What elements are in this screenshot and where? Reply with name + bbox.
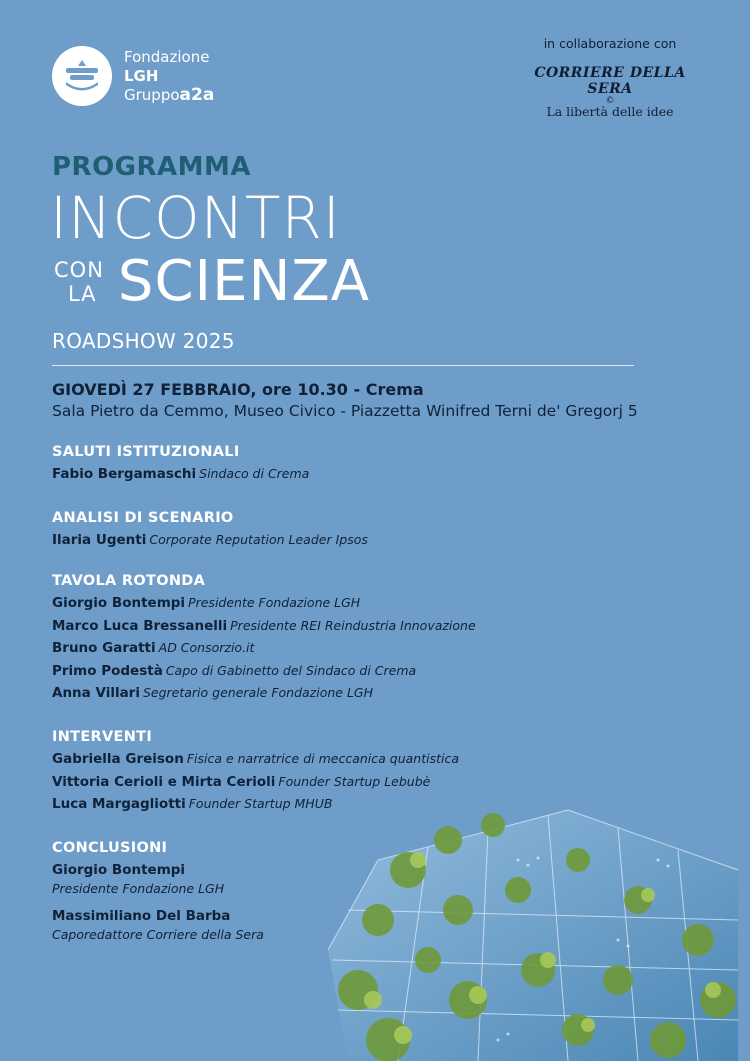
speaker-role: Capo di Gabinetto del Sindaco di Crema <box>165 662 417 678</box>
speaker-role: AD Consorzio.it <box>158 640 255 655</box>
list-item <box>52 751 459 774</box>
plant-cube-illustration <box>318 800 750 1061</box>
speaker-role: Caporedattore Corriere della Sera <box>52 927 264 942</box>
speaker-role: Presidente Fondazione LGH <box>52 881 225 896</box>
list-item <box>52 466 309 489</box>
section-title: INTERVENTI <box>52 729 153 745</box>
speaker-role: Founder Startup Lebubè <box>278 773 431 789</box>
logo-line-lgh: LGH <box>124 66 159 85</box>
section-analisi <box>52 510 368 555</box>
corriere-mark-icon: © <box>605 96 615 106</box>
speaker-role: Corporate Reputation Leader Ipsos <box>149 532 368 547</box>
section-tavola-rotonda <box>52 573 476 708</box>
section-title: TAVOLA ROTONDA <box>52 573 206 589</box>
event-venue: Sala Pietro da Cemmo, Museo Civico - Piazzetta Winifred Terni de' Gregorj 5 <box>52 402 638 420</box>
corriere-logo: CORRIERE DELLA SERA <box>534 65 686 97</box>
collaboration-block <box>520 36 700 119</box>
fondazione-lgh-logo <box>52 46 214 106</box>
corriere-tagline: La libertà delle idee <box>546 104 674 119</box>
section-title: CONCLUSIONI <box>52 840 168 856</box>
speaker-name: Marco Luca Bressanelli <box>52 617 228 634</box>
speaker-role: Sindaco di Crema <box>199 466 310 481</box>
speaker-role: Presidente Fondazione LGH <box>188 595 361 610</box>
list-item <box>52 618 476 641</box>
speaker-name: Primo Podestà <box>52 662 163 679</box>
divider <box>52 365 634 366</box>
logo-line-fondazione: Fondazione <box>124 47 210 66</box>
list-item <box>52 640 476 663</box>
title-con-la-scienza <box>54 250 370 314</box>
section-title: SALUTI ISTITUZIONALI <box>52 444 240 460</box>
speaker-role: Presidente REI Reindustria Innovazione <box>230 617 476 633</box>
speaker-name: Anna Villari <box>52 685 140 701</box>
logo-line-gruppo: Gruppo <box>124 85 180 104</box>
list-item <box>52 595 476 618</box>
event-date-time: GIOVEDÌ 27 FEBBRAIO, ore 10.30 - Crema <box>52 380 424 399</box>
speaker-name: Gabriella Greison <box>52 751 184 767</box>
speaker-name: Giorgio Bontempi <box>52 862 186 878</box>
logo-line-a2a: a2a <box>179 84 215 105</box>
section-title: ANALISI DI SCENARIO <box>52 510 234 526</box>
title-la: LA <box>68 282 97 306</box>
speaker-name: Luca Margagliotti <box>52 796 186 812</box>
list-item <box>52 685 476 708</box>
collaboration-label: in collaborazione con <box>543 36 677 51</box>
speaker-role: Founder Startup MHUB <box>188 796 333 811</box>
speaker-name: Vittoria Cerioli e Mirta Cerioli <box>52 773 276 790</box>
speaker-role: Fisica e narratrice di meccanica quantistica <box>186 751 459 766</box>
speaker-role: Segretario generale Fondazione LGH <box>142 685 373 700</box>
speaker-name: Giorgio Bontempi <box>52 595 186 611</box>
speaker-name: Massimiliano Del Barba <box>52 908 231 924</box>
programma-heading: PROGRAMMA <box>52 152 252 182</box>
list-item <box>52 774 459 797</box>
title-scienza: SCIENZA <box>117 249 371 314</box>
speaker-name: Ilaria Ugenti <box>52 532 147 548</box>
section-conclusioni <box>52 840 264 954</box>
lgh-emblem-icon <box>52 46 112 106</box>
speaker-name: Bruno Garatti <box>52 640 156 656</box>
speaker-name: Fabio Bergamaschi <box>52 466 197 482</box>
list-item <box>52 663 476 686</box>
roadshow-label: ROADSHOW 2025 <box>52 329 235 353</box>
title-incontri: INCONTRI <box>50 184 341 252</box>
title-con: CON <box>54 258 104 282</box>
list-item <box>52 532 368 555</box>
section-saluti <box>52 444 309 489</box>
